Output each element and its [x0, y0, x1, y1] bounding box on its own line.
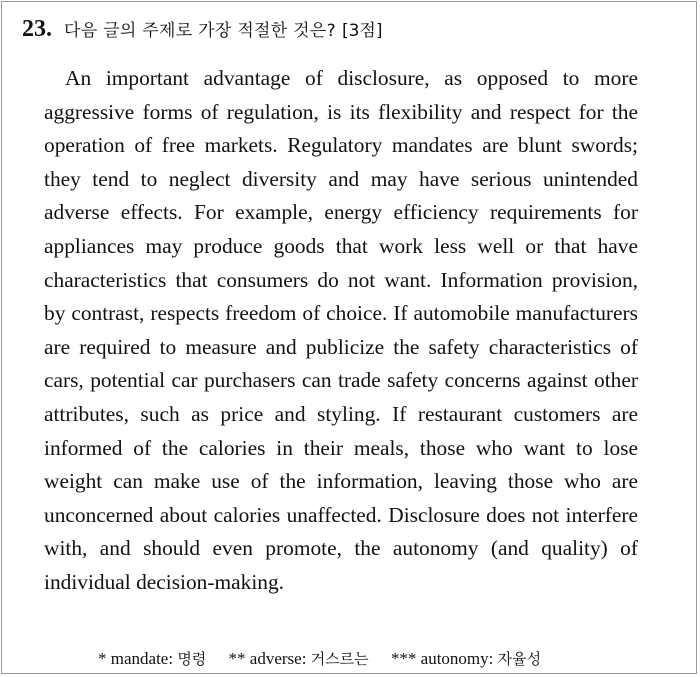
footnote-adverse — [229, 649, 373, 668]
footnote-gloss: 거스르는 — [310, 650, 369, 668]
footnote-marker: * — [98, 649, 107, 668]
passage-text: An important advantage of disclosure, as opposed to more aggressive forms of regulation, is its flexibility and respect for the operation of free markets. Regulatory mandates are blunt swords; they tend to neglect diversity and may have serious unintended adverse effects. For example, energy efficiency requirements for appliances may produce goods that work less well or that have characteristics that consumers do not want. Information provision, by contrast, respects freedom of choice. If automobile manufacturers are required to measure and publicize the safety characteristics of cars, potential car purchasers can trade safety concerns against other attributes, such as price and styling. If restaurant customers are informed of the calories in their meals, those who want to lose weight can make use of the information, leaving those who are unconcerned about calories unaffected. Disclosure does not interfere with, and should even promote, the autonomy (and quality) of individual decision-making. — [44, 66, 638, 594]
question-prompt: 다음 글의 주제로 가장 적절한 것은? — [64, 21, 336, 41]
footnote-gloss: 자율성 — [497, 650, 542, 668]
footnote-gloss: 명령 — [177, 650, 207, 668]
question-number: 23. — [22, 16, 52, 42]
question-frame — [1, 1, 697, 674]
question-header — [22, 16, 382, 43]
footnote-marker: *** — [390, 649, 417, 668]
footnote-autonomy — [391, 649, 541, 668]
question-points: [3점] — [341, 21, 383, 41]
footnote-term: adverse: — [249, 649, 307, 668]
footnote-term: autonomy: — [420, 649, 494, 668]
footnotes — [98, 648, 541, 669]
footnote-term: mandate: — [110, 649, 174, 668]
footnote-mandate — [98, 649, 211, 668]
footnote-marker: ** — [228, 649, 246, 668]
